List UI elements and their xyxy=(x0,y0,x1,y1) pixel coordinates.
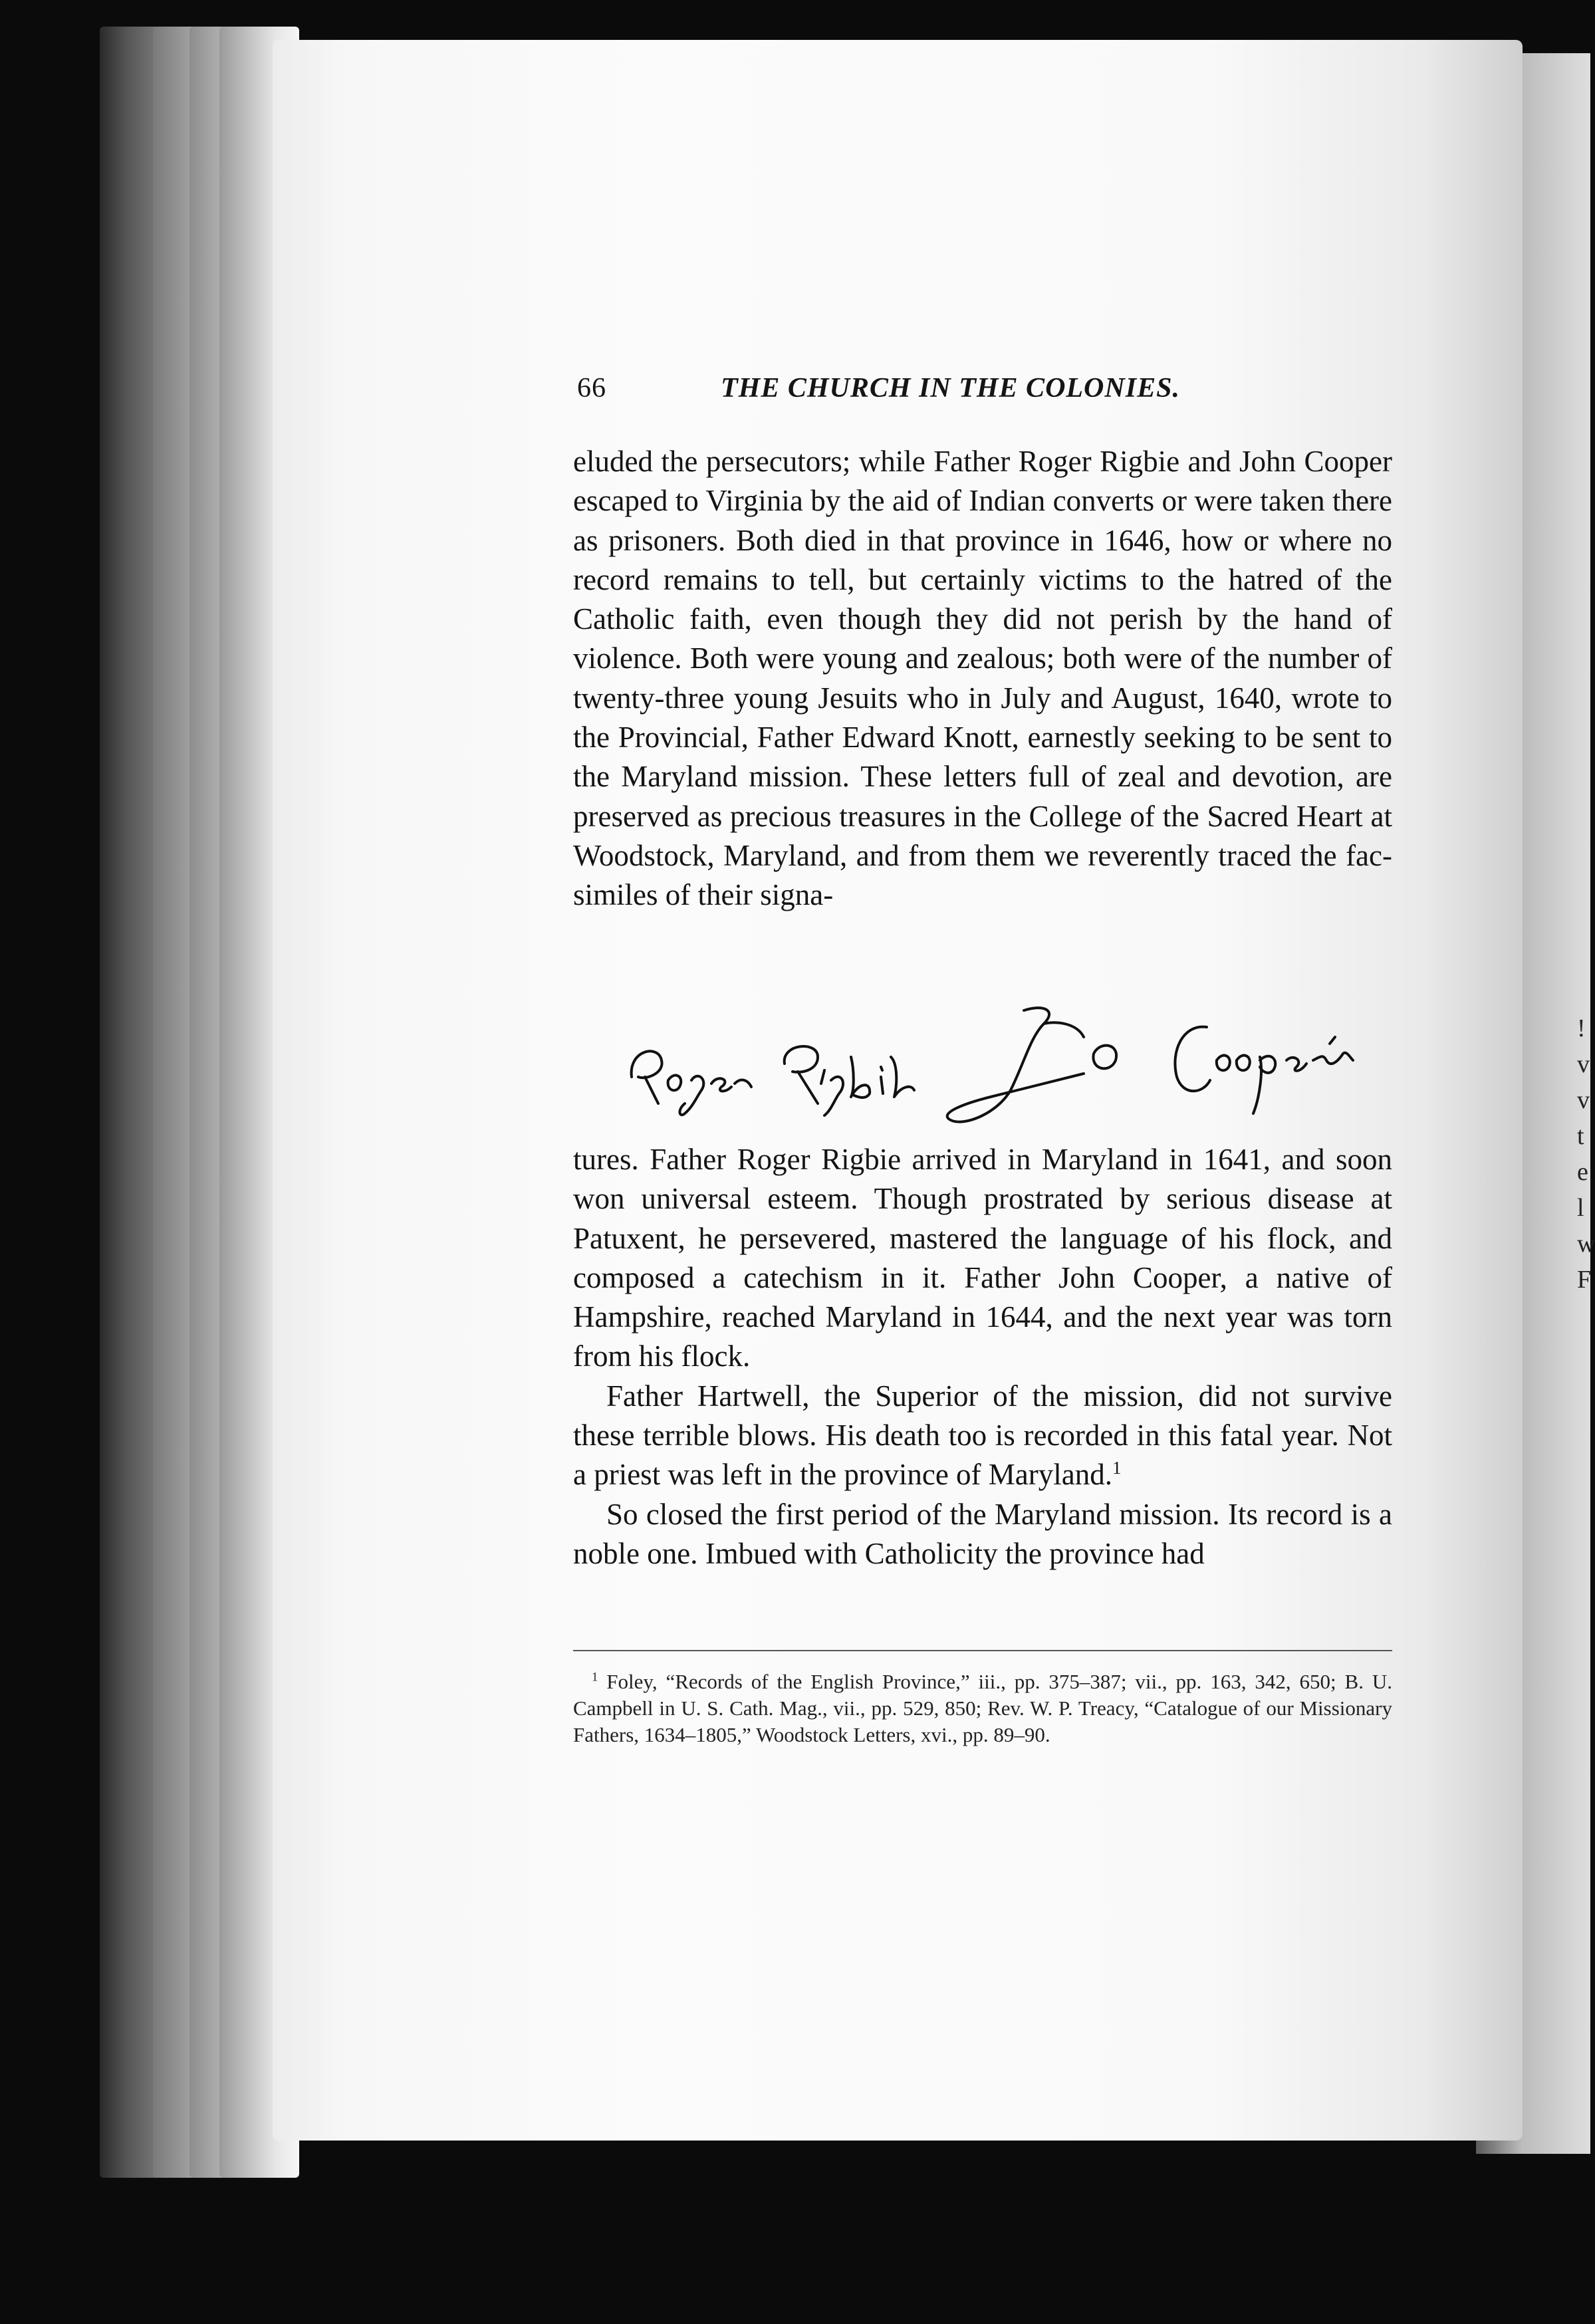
edge-letter: w xyxy=(1577,1230,1595,1258)
running-head xyxy=(577,372,1390,412)
paragraph: So closed the first period of the Maryland mission. Its record is a noble one. Imbued with Catholicity the province had xyxy=(573,1497,1392,1570)
edge-letter: ! xyxy=(1577,1014,1586,1042)
footnote-text: Foley, “Records of the English Province,” iii., pp. 375–387; vii., pp. 163, 342, 650; B. U. Campbell in U. S. Cath. Mag., vii., pp. 529, 850; Rev. W. P. Treacy, “Catalogue of our Missionary Fathers, 1634–1805,” Woodstock Letters, xvi., pp. 89–90. xyxy=(573,1670,1393,1746)
facing-page-letters xyxy=(1577,1010,1595,1298)
paragraph xyxy=(573,1377,1392,1495)
footnote-reference: 1 xyxy=(1112,1458,1122,1478)
edge-letter: v xyxy=(1577,1086,1590,1114)
running-title: THE CHURCH IN THE COLONIES. xyxy=(721,373,1180,404)
body-text-bottom xyxy=(573,1140,1392,1573)
paragraph: tures. Father Roger Rigbie arrived in Maryland in 1641, and soon won universal esteem. Though prostrated by serious disease at Patuxent, he persevered, mastered the language of his flock, and composed a catechism in it. Father John Cooper, a native of Hampshire, reached Maryland in 1644, and the next year was torn from his flock. xyxy=(573,1143,1392,1373)
edge-letter: t xyxy=(1577,1122,1584,1150)
body-text-top xyxy=(573,442,1392,915)
page-number: 66 xyxy=(577,373,606,404)
footnote-rule xyxy=(573,1650,1392,1651)
edge-letter: l xyxy=(1577,1194,1584,1222)
edge-letter: F xyxy=(1577,1266,1592,1294)
paragraph: eluded the persecutors; while Father Roger Rigbie and John Cooper escaped to Virginia by the aid of Indian converts or were taken there as prisoners. Both died in that province in 1646, how or where no record remains to tell, but certainly victims to the hatred of the Catholic faith, even though they did not perish by the hand of violence. Both were young and zealous; both were of the number of twenty-three young Jesuits who in July and August, 1640, wrote to the Provincial, Father Edward Knott, earnestly seeking to be sent to the Maryland mission. These letters full of zeal and devotion, are preserved as precious treasures in the College of the Sacred Heart at Woodstock, Maryland, and from them we reverently traced the fac-similes of their signa- xyxy=(573,445,1392,912)
edge-letter: v xyxy=(1577,1050,1590,1078)
footnote-marker: 1 xyxy=(592,1670,598,1685)
paragraph-text: Father Hartwell, the Superior of the mission, did not survive these terrible blows. His death too is recorded in this fatal year. Not a priest was left in the province of Maryland. xyxy=(573,1379,1392,1492)
signature-facsimile xyxy=(618,997,1390,1143)
footnote xyxy=(573,1669,1392,1748)
edge-letter: e xyxy=(1577,1158,1588,1186)
